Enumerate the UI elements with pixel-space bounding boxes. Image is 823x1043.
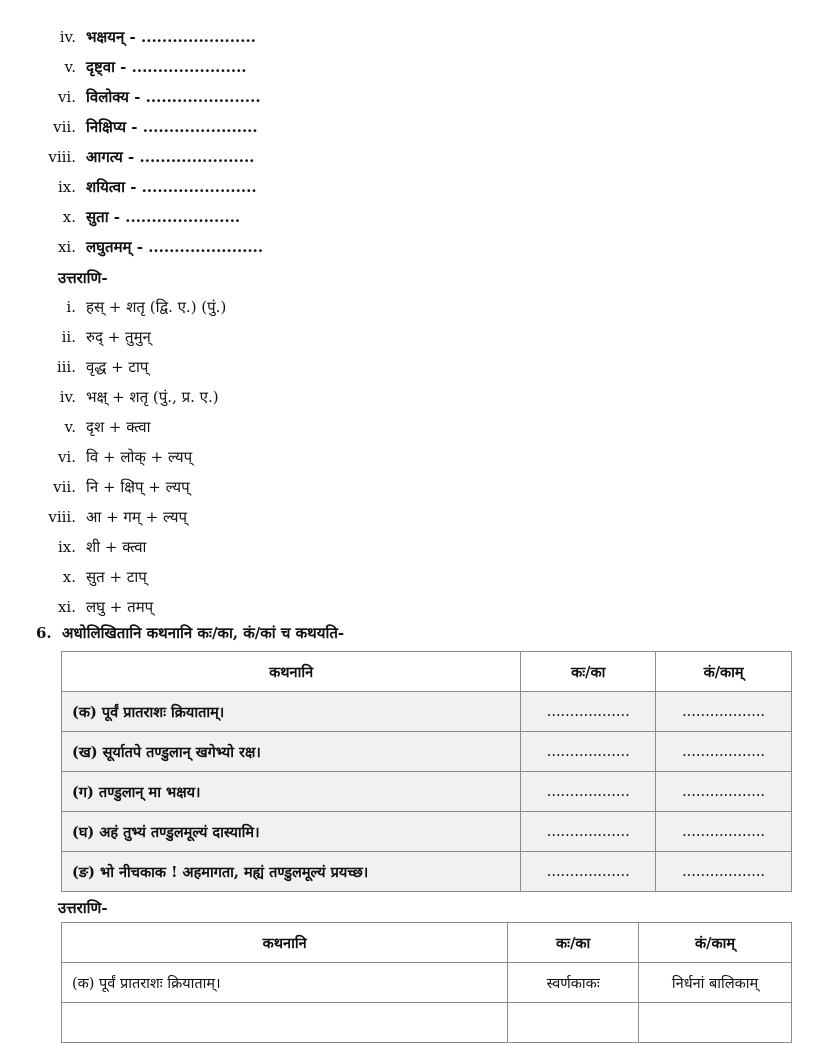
item-text: रुद् + तुमुन् xyxy=(86,328,151,346)
question-item xyxy=(0,82,823,112)
item-text: भक्षयन् - ...................... xyxy=(86,28,256,46)
item-text: शयित्वा - ...................... xyxy=(86,178,257,196)
item-text: दृष्ट्वा - ...................... xyxy=(86,58,247,76)
answer-item xyxy=(0,352,823,382)
answer-item xyxy=(0,322,823,352)
addressee-blank: .................. xyxy=(656,852,792,892)
speaker-blank: .................. xyxy=(521,852,656,892)
item-text: लघु + तमप् xyxy=(86,598,154,616)
answer-item xyxy=(0,382,823,412)
item-text: नि + क्षिप् + ल्यप् xyxy=(86,478,190,496)
answers-heading: उत्तराणि- xyxy=(58,269,108,287)
item-number: vii. xyxy=(53,118,76,136)
item-number: vi. xyxy=(57,448,76,466)
item-number: x. xyxy=(62,568,76,586)
table-row xyxy=(62,812,792,852)
item-text: सुता - ...................... xyxy=(86,208,241,226)
answer-item xyxy=(0,562,823,592)
table-row xyxy=(62,692,792,732)
statement-cell: (ग) तण्डुलान् मा भक्षय। xyxy=(62,772,521,812)
table-row xyxy=(62,1003,792,1043)
item-text: विलोक्य - ...................... xyxy=(86,88,261,106)
header-statements: कथनानि xyxy=(62,923,508,963)
table-row xyxy=(62,963,792,1003)
question-item xyxy=(0,142,823,172)
table-row xyxy=(62,852,792,892)
header-statements: कथनानि xyxy=(62,652,521,692)
speaker-cell xyxy=(508,1003,639,1043)
question-item xyxy=(0,232,823,262)
item-number: vii. xyxy=(53,478,76,496)
item-text: हस् + शतृ (द्वि. ए.) (पुं.) xyxy=(86,298,227,316)
table-header-row xyxy=(62,652,792,692)
statement-cell xyxy=(62,1003,508,1043)
addressee-blank: .................. xyxy=(656,732,792,772)
item-number: xi. xyxy=(57,598,76,616)
item-number: iii. xyxy=(56,358,76,376)
item-number: ix. xyxy=(57,538,76,556)
item-number: i. xyxy=(66,298,76,316)
item-text: भक्ष् + शतृ (पुं., प्र. ए.) xyxy=(86,388,219,406)
item-text: शी + क्त्वा xyxy=(86,538,147,556)
answer-item xyxy=(0,472,823,502)
question-list xyxy=(0,22,823,262)
question-item xyxy=(0,172,823,202)
item-number: ii. xyxy=(61,328,76,346)
addressee-blank: .................. xyxy=(656,772,792,812)
item-number: v. xyxy=(64,418,76,436)
item-text: वृद्ध + टाप् xyxy=(86,358,149,376)
header-speaker: कः/का xyxy=(521,652,656,692)
addressee-cell xyxy=(639,1003,792,1043)
question-item xyxy=(0,112,823,142)
item-number: iv. xyxy=(59,388,76,406)
answer-item xyxy=(0,532,823,562)
answer-table xyxy=(61,922,792,1043)
header-addressee: कं/काम् xyxy=(639,923,792,963)
statement-cell: (क) पूर्वं प्रातराशः क्रियाताम्। xyxy=(62,692,521,732)
item-text: आ + गम् + ल्यप् xyxy=(86,508,188,526)
header-addressee: कं/काम् xyxy=(656,652,792,692)
item-text: दृश + क्त्वा xyxy=(86,418,151,436)
answer-list xyxy=(0,292,823,622)
speaker-blank: .................. xyxy=(521,732,656,772)
addressee-blank: .................. xyxy=(656,812,792,852)
item-text: वि + लोक् + ल्यप् xyxy=(86,448,193,466)
question-table xyxy=(61,651,792,892)
question-item xyxy=(0,52,823,82)
answers-heading-2: उत्तराणि- xyxy=(58,899,108,917)
speaker-blank: .................. xyxy=(521,812,656,852)
item-number: ix. xyxy=(57,178,76,196)
speaker-blank: .................. xyxy=(521,692,656,732)
item-number: x. xyxy=(62,208,76,226)
item-number: v. xyxy=(64,58,76,76)
answer-item xyxy=(0,412,823,442)
statement-cell: (ङ) भो नीचकाक ! अहमागता, मह्यं तण्डुलमूल्यं प्रयच्छ। xyxy=(62,852,521,892)
speaker-blank: .................. xyxy=(521,772,656,812)
item-number: iv. xyxy=(59,28,76,46)
question-number: 6. xyxy=(36,624,52,642)
table-row xyxy=(62,732,792,772)
table-row xyxy=(62,772,792,812)
table-header-row xyxy=(62,923,792,963)
header-speaker: कः/का xyxy=(508,923,639,963)
answer-item xyxy=(0,592,823,622)
statement-cell: (घ) अहं तुभ्यं तण्डुलमूल्यं दास्यामि। xyxy=(62,812,521,852)
item-number: viii. xyxy=(48,508,76,526)
question-item xyxy=(0,202,823,232)
item-number: xi. xyxy=(57,238,76,256)
answer-item xyxy=(0,442,823,472)
item-text: सुत + टाप् xyxy=(86,568,147,586)
item-text: आगत्य - ...................... xyxy=(86,148,255,166)
question-text: अधोलिखितानि कथनानि कः/का, कं/कां च कथयति- xyxy=(62,624,345,642)
question-6-heading xyxy=(36,623,344,643)
item-number: viii. xyxy=(48,148,76,166)
item-number: vi. xyxy=(57,88,76,106)
answer-item xyxy=(0,502,823,532)
question-item xyxy=(0,22,823,52)
answer-item xyxy=(0,292,823,322)
item-text: लघुतमम् - ...................... xyxy=(86,238,264,256)
addressee-blank: .................. xyxy=(656,692,792,732)
addressee-cell: निर्धनां बालिकाम् xyxy=(639,963,792,1003)
statement-cell: (क) पूर्वं प्रातराशः क्रियाताम्। xyxy=(62,963,508,1003)
statement-cell: (ख) सूर्यातपे तण्डुलान् खगेभ्यो रक्ष। xyxy=(62,732,521,772)
speaker-cell: स्वर्णकाकः xyxy=(508,963,639,1003)
item-text: निक्षिप्य - ...................... xyxy=(86,118,258,136)
